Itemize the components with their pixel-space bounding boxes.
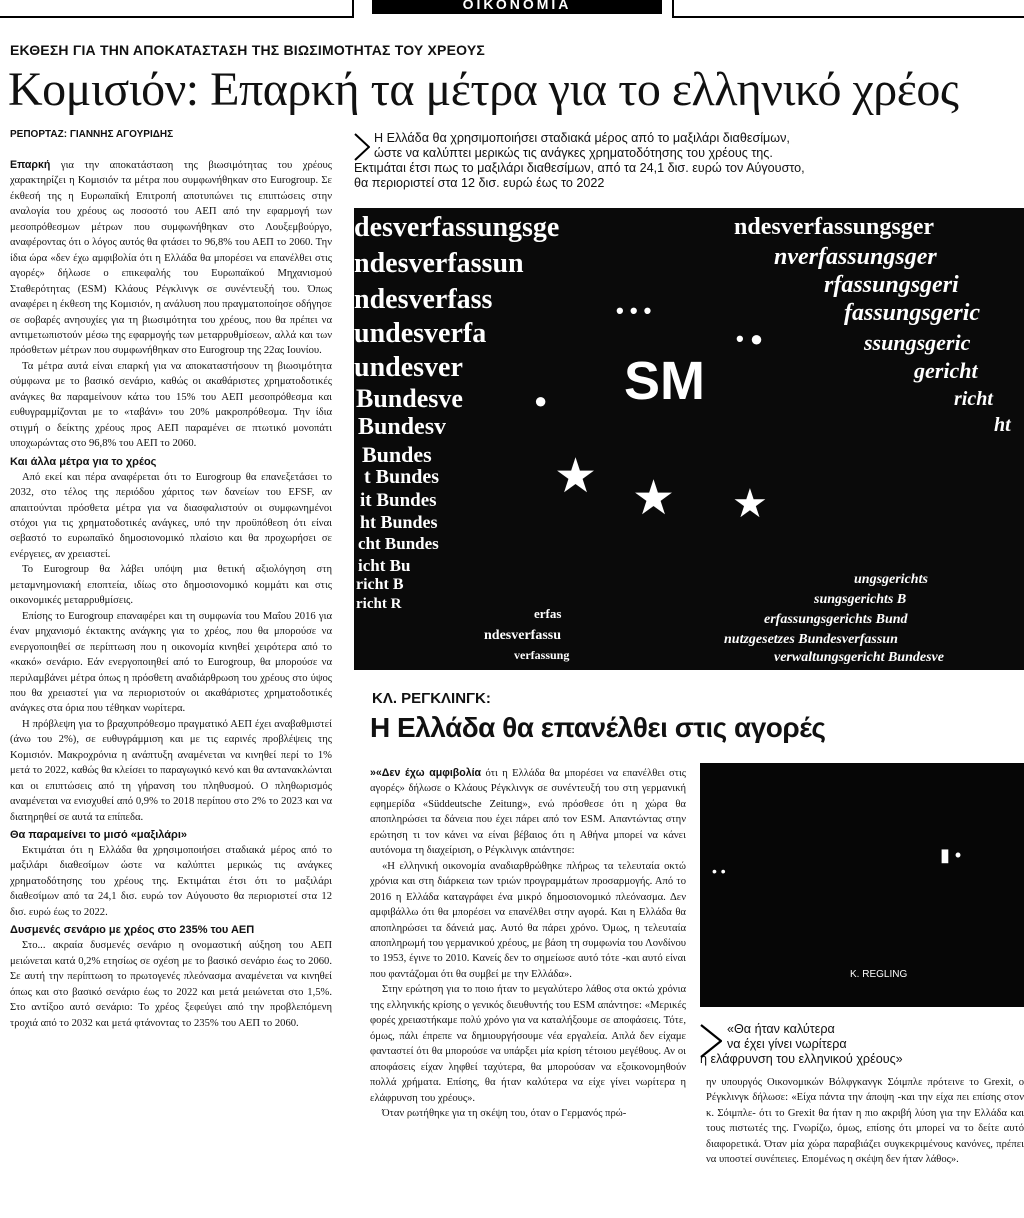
- pullquote-line-2: ώστε να καλύπτει μερικώς τις ανάγκες χρηματοδότησης του χρέους της.: [374, 146, 773, 160]
- photo-text-30: nutzgesetzes Bundesverfassun: [724, 632, 898, 647]
- photo-text-22: richt B: [356, 576, 404, 593]
- pullquote-line-3: Εκτιμάται έτσι πως το μαξιλάρι διαθεσίμων, από τα 24,1 δισ. ευρώ τον Αύγουστο,: [354, 161, 805, 175]
- subheading-1: Και άλλα μέτρα για το χρέος: [10, 455, 157, 468]
- continuation-paragraph: ην υπουργός Οικονομικών Βόλφγκανγκ Σόιμπλε πρότεινε το Grexit, ο Ρέγκλινγκ δήλωσε: «Είχα πάντα την άποψη -και την είχα πει επίσης στον κ. Σόιμπλε- ότι το Grexit θα ήταν η πιο ακριβή λύση για την Ελλάδα και τους πιστωτές της. Γνωρίζω, όμως, επίσης ότι μπορεί να το δείτε αυτό διαφορετικά. Όταν μία χώρα παραβιάζει συγκεκριμένους κανόνες, πρέπει να υποστεί συνέπειες. Επομένως η σκέψη δεν ήταν λάθος».: [706, 1077, 1024, 1166]
- photo-text-21: icht Bu: [358, 556, 411, 575]
- pullquote-line-4: θα περιοριστεί στα 12 δισ. ευρώ έως το 2022: [354, 176, 605, 190]
- photo-text-14: richt: [954, 388, 993, 410]
- esm-sign: SM: [624, 351, 705, 411]
- photo-text-17: t Bundes: [364, 466, 440, 488]
- interview-paragraph-2: «Η ελληνική οικονομία αναδιαρθρώθηκε πλήρως τα τελευταία οκτώ χρόνια και στη διάρκεια των τριών προγραμμάτων προσαρμογής. Από το 2016 η Ελλάδα καταγράφει ένα μικρό δημοσιονομικό πλεόνασμα. Δεν αμφιβάλλω ότι θα μπορέσει να επανέλθει στην αγορά. Και η Ελλάδα θα αποπληρώσει τα δάνειά μας. Αυτό θα πάρει χρόνο. Όμως, η τελευταία αποπληρωμή του γερμανικού χρέους, με βάση τη συμφωνία του Λονδίνου το 1953, έγινε το 2010. Κανείς δεν το σημείωσε αυτό τότε -και αυτό είναι που φαντάζομαι ότι θα συμβεί με την Ελλάδα».: [370, 860, 686, 980]
- photo-text-29: erfassungsgerichts Bund: [764, 612, 908, 627]
- photo-text-23: richt R: [356, 596, 402, 612]
- photo-esm-logo-wall: [354, 208, 1024, 670]
- photo-text-1: desverfassungsge: [354, 212, 560, 243]
- photo-regling: [700, 763, 1024, 1007]
- photo-text-16: ht: [994, 414, 1011, 436]
- sparkle-dots: • • •: [616, 298, 652, 323]
- paragraph-5: Επίσης το Eurogroup επαναφέρει και τη συμφωνία του Μαΐου 2016 για έναν μηχανισμό έκτακτης ανάγκης για το χρέος, που θα μπορούσε να ενεργοποιηθεί σε περίπτωση που η οικονομία κινηθεί χειρότερα από το «κακό» σενάριο. Εάν ενεργοποιηθεί από το Eurogroup, θα μπορούσε να περιλαμβάνει μέτρα όπως η πρόσθετη αναδιάρθρωση του χρέους στο ύψος που θα χρειαστεί για να περιοριστούν οι ακαθάριστες χρηματοδοτικές ανάγκες στα όρια που τέθηκαν νωρίτερα.: [10, 610, 332, 715]
- pullquote2-line-1: «Θα ήταν καλύτερα: [727, 1022, 835, 1036]
- section-name: ΟΙΚΟΝΟΜΙΑ: [372, 0, 662, 14]
- photo-text-19: ht Bundes: [360, 512, 438, 532]
- interview-paragraph-4: Όταν ρωτήθηκε για τη σκέψη του, όταν ο Γερμανός πρώ-: [382, 1107, 627, 1119]
- photo-text-8: fassungsgeric: [844, 300, 981, 326]
- interview-lead: [370, 766, 686, 859]
- photo-text-26: verfassung: [514, 648, 570, 662]
- photo-caption: K. REGLING: [850, 969, 908, 980]
- paragraph-3: Από εκεί και πέρα αναφέρεται ότι το Eurogroup θα επανεξετάσει το 2032, στο τέλος της περιόδου χάριτος των δανείων του EFSF, αν απαιτούνται πρόσθετα μέτρα για να διασφαλιστούν οι συμφωνημένοι στόχοι για τις χρηματοδοτικές ανάγκες, υπό την προϋπόθεση ότι είναι σεβαστό το ευρωπαϊκό δημοσιονομικό πλαίσιο και θα προχωρήσει σε ενέργειες, αν χρειαστεί.: [10, 471, 332, 560]
- photo-text-28: sungsgerichts B: [814, 592, 907, 607]
- photo-text-20: cht Bundes: [358, 534, 439, 553]
- photo-text-3: ndesverfassun: [354, 248, 524, 279]
- pullquote-bottom: [700, 1022, 1024, 1067]
- photo-text-2: ndesverfassungsger: [734, 214, 935, 240]
- triangle-pointer-icon: [700, 1024, 722, 1058]
- article-column-left: [10, 158, 332, 1031]
- interview-lead-bold: «Δεν έχω αμφιβολία: [375, 767, 482, 779]
- paragraph-4: Το Eurogroup θα λάβει υπόψη μια θετική αξιολόγηση στη μεταμνημονιακή εποπτεία, ιδίως στο δημοσιονομικό κομμάτι και στις οικονομικές μεταρρυθμίσεις.: [10, 564, 332, 607]
- masthead-tick-left: [352, 0, 354, 18]
- photo-specks: ▮ •: [940, 845, 962, 865]
- paragraph-8: Στο... ακραία δυσμενές σενάριο η ονομαστική αύξηση του ΑΕΠ μειώνεται κατά 0,2% ετησίως σε σχέση με το βασικό σενάριο έως το 2060. Σε αυτή την περίπτωση το πρωτογενές πλεόνασμα αναμένεται να κινηθεί όπως και στο βασικό σενάριο έως το 2022 και μετά μειώνεται στο 1,5%. Στο αντίξοο αυτό σενάριο: Το χρέος ξεφεύγει από την προβλεπόμενη τροχιά από το 2032 και μετά φτάνοντας το 235% του ΑΕΠ το 2060.: [10, 940, 332, 1029]
- photo-text-12: gericht: [914, 358, 978, 383]
- pullquote-line-1: Η Ελλάδα θα χρησιμοποιήσει σταδιακά μέρος από το μαξιλάρι διαθεσίμων,: [374, 131, 790, 145]
- pullquote2-line-2: να έχει γίνει νωρίτερα: [727, 1037, 847, 1051]
- interview-paragraph-3: Στην ερώτηση για το ποιο ήταν το μεγαλύτερο λάθος στα οκτώ χρόνια της ελληνικής κρίσης ο γενικός διευθυντής του ESM απάντησε: «Μερικές φορές χρειαστήκαμε πολύ χρόνο για να καταλήξουμε σε αποφάσεις. Τότε, όμως, πάλι έπρεπε να δημιουργήσουμε νέα εργαλεία. Απλά δεν είχαμε φανταστεί ότι θα μπορούσε να υπάρξει μία κρίση τέτοιου μεγέθους. Αν οι αποφάσεις είχαν ληφθεί ταχύτερα, θα μπορούσαν να εξοικονομηθούν πολλά χρήματα. Επίσης, θα ήταν καλύτερα να είχε γίνει νωρίτερα η ελάφρυνση του χρέους».: [370, 984, 686, 1104]
- photo-text-5: ndesverfass: [354, 284, 493, 315]
- photo-text-13: Bundesv: [358, 414, 447, 440]
- photo-text-25: ndesverfassu: [484, 628, 562, 643]
- photo-specks: • •: [712, 863, 726, 879]
- paragraph-2: Τα μέτρα αυτά είναι επαρκή για να αποκαταστήσουν τη βιωσιμότητα σύμφωνα με το βασικό σενάριο, καθώς οι ακαθάριστες χρηματοδοτικές ανάγκες θα παραμείνουν κάτω του 15% του ΑΕΠ μεσοπρόθεσμα και ευθυγραμμίζονται με το «ταβάνι» του 20% μακροπρόθεσμα. Την ίδια στιγμή ο δείκτης χρέους προς ΑΕΠ παραμένει σε πτωτικό μονοπάτι υποχωρώντας στο 96,8% του ΑΕΠ το 2060.: [10, 360, 332, 450]
- star-icon: ★: [732, 481, 768, 526]
- masthead: [0, 0, 1024, 22]
- interview-kicker: ΚΛ. ΡΕΓΚΛΙΝΓΚ:: [372, 690, 491, 707]
- photo-text-6: rfassungsgeri: [824, 272, 959, 298]
- continuation-column: [706, 1075, 1024, 1168]
- paragraph-lead: [10, 158, 332, 359]
- pullquote-top: [354, 131, 1024, 191]
- sparkle-dots: • ●: [736, 326, 764, 351]
- masthead-rule-right: [672, 16, 1024, 18]
- photo-text-7: undesverfa: [354, 318, 487, 349]
- paragraph-7: Εκτιμάται ότι η Ελλάδα θα χρησιμοποιήσει σταδιακά μέρος από το μαξιλάρι διαθεσίμων ώστε να καλύπτει μερικώς τις ανάγκες χρηματοδότησης του χρέους της. Εκτιμάται έτσι ότι το μαξιλάρι διαθεσίμων από τα 24,1 δισ. ευρώ τον Αύγουστο θα περιοριστεί στα 12 δισ. ευρώ έως το 2022.: [10, 845, 332, 918]
- star-icon: ★: [554, 450, 598, 503]
- interview-paragraph-1: ότι η Ελλάδα θα μπορέσει να επανέλθει στις αγορές» δήλωσε ο Κλάους Ρέγκλινγκ σε συνέντευξή του στη γερμανική εφημερίδα «Süddeutsche Zeitung», ενώ πρόσθεσε ότι η χώρα θα αποπληρώσει τα δάνεια που έχει πάρει από τον ESM. Απαντώντας στην ερώτηση τι τον κάνει να είναι βέβαιος ότι η Αθήνα μπορεί να κάνει αυτόνομα τη διαχείριση, ο Ρέγκλινγκ απάντησε:: [370, 768, 686, 857]
- lead-bold: Επαρκή: [10, 159, 51, 171]
- photo-text-10: ssungsgeric: [864, 330, 971, 355]
- photo-text-11: Bundesve: [356, 384, 463, 413]
- pullquote2-line-3: η ελάφρυνση του ελληνικού χρέους»: [700, 1052, 903, 1066]
- photo-text-24: erfas: [534, 606, 562, 621]
- photo-text-9: undesver: [354, 352, 463, 383]
- interview-marker: »: [370, 767, 376, 779]
- photo-text-27: ungsgerichts: [854, 572, 928, 587]
- article-kicker: ΕΚΘΕΣΗ ΓΙΑ ΤΗΝ ΑΠΟΚΑΤΑΣΤΑΣΗ ΤΗΣ ΒΙΩΣΙΜΟΤΗΤΑΣ ΤΟΥ ΧΡΕΟΥΣ: [10, 42, 485, 58]
- interview-column: [370, 766, 686, 1121]
- photo-text-15: Bundes: [362, 442, 432, 467]
- subheading-2: Θα παραμείνει το μισό «μαξιλάρι»: [10, 829, 188, 842]
- photo-text-4: nverfassungsger: [774, 244, 937, 270]
- photo-text-18: it Bundes: [360, 490, 437, 511]
- article-byline: ΡΕΠΟΡΤΑΖ: ΓΙΑΝΝΗΣ ΑΓΟΥΡΙΔΗΣ: [10, 129, 174, 140]
- interview-title: Η Ελλάδα θα επανέλθει στις αγορές: [370, 712, 826, 743]
- triangle-pointer-icon: [354, 133, 370, 161]
- masthead-rule-left: [0, 16, 354, 18]
- article-headline: Κομισιόν: Επαρκή τα μέτρα για το ελληνικό χρέος: [8, 63, 959, 116]
- paragraph-6: Η πρόβλεψη για το βραχυπρόθεσμο πραγματικό ΑΕΠ έχει αναβαθμιστεί (άνω του 2%), σε ευθυγράμμιση και με τις εαρινές προβλέψεις της Κομισιόν. Μακροχρόνια η ανάπτυξη αναμένεται να κινηθεί περί το 1% μετά το 2022, καθώς θα κλείσει το παραγωγικό κενό και θα αντανακλώνται και οι επιπτώσεις από τη γήρανση του πληθυσμού. Ο πληθωρισμός αναμένεται να ενισχυθεί από 0,9% το 2018 περίπου στο 2% το 2023 και να διατηρηθεί σε αυτά τα επίπεδα.: [10, 718, 332, 823]
- subheading-3: Δυσμενές σενάριο με χρέος στο 235% του ΑΕΠ: [10, 924, 255, 937]
- sparkle-dots: ●: [534, 388, 548, 413]
- paragraph-1: για την αποκατάσταση της βιωσιμότητας του χρέους χαρακτηρίζει η Κομισιόν τα μέτρα που συμφωνήθηκαν στο Eurogroup. Σε έκθεσή της η Ευρωπαϊκή Επιτροπή αποτυπώνει τις επιπτώσεις στην αναλογία του χρέους ως ποσοστό του ΑΕΠ από την εφαρμογή των μεσοπρόθεσμων μέτρων που συμφωνήθηκαν στο Λουξεμβούργο, αναφέροντας ότι ο λόγος αυτός θα φτάσει το 96,8% του ΑΕΠ το 2060. Την ίδια ώρα «δεν έχω αμφιβολία ότι η Ελλάδα θα μπορέσει να επανέλθει στις αγορές» δήλωσε ο επικεφαλής του Ευρωπαϊκού Μηχανισμού Σταθερότητας (ESM) Κλάους Ρέγκλινγκ σε συνέντευξή του. Όπως αναφέρει η έκθεση της Κομισιόν, η ανάλυση που πραγματοποίησε οδήγησε σε σοβαρές ανησυχίες για τη βιωσιμότητα του χρέους, που θα πρέπει να αντιμετωπιστούν μέσω της εφαρμογής των μεταρρυθμίσεων, αλλά και των πρόσθετων μέτρων που συμφωνήθηκαν στο Eurogroup της 22ας Ιουνίου.: [10, 160, 332, 357]
- star-icon: ★: [632, 472, 676, 525]
- photo-text-31: verwaltungsgericht Bundesve: [774, 650, 944, 665]
